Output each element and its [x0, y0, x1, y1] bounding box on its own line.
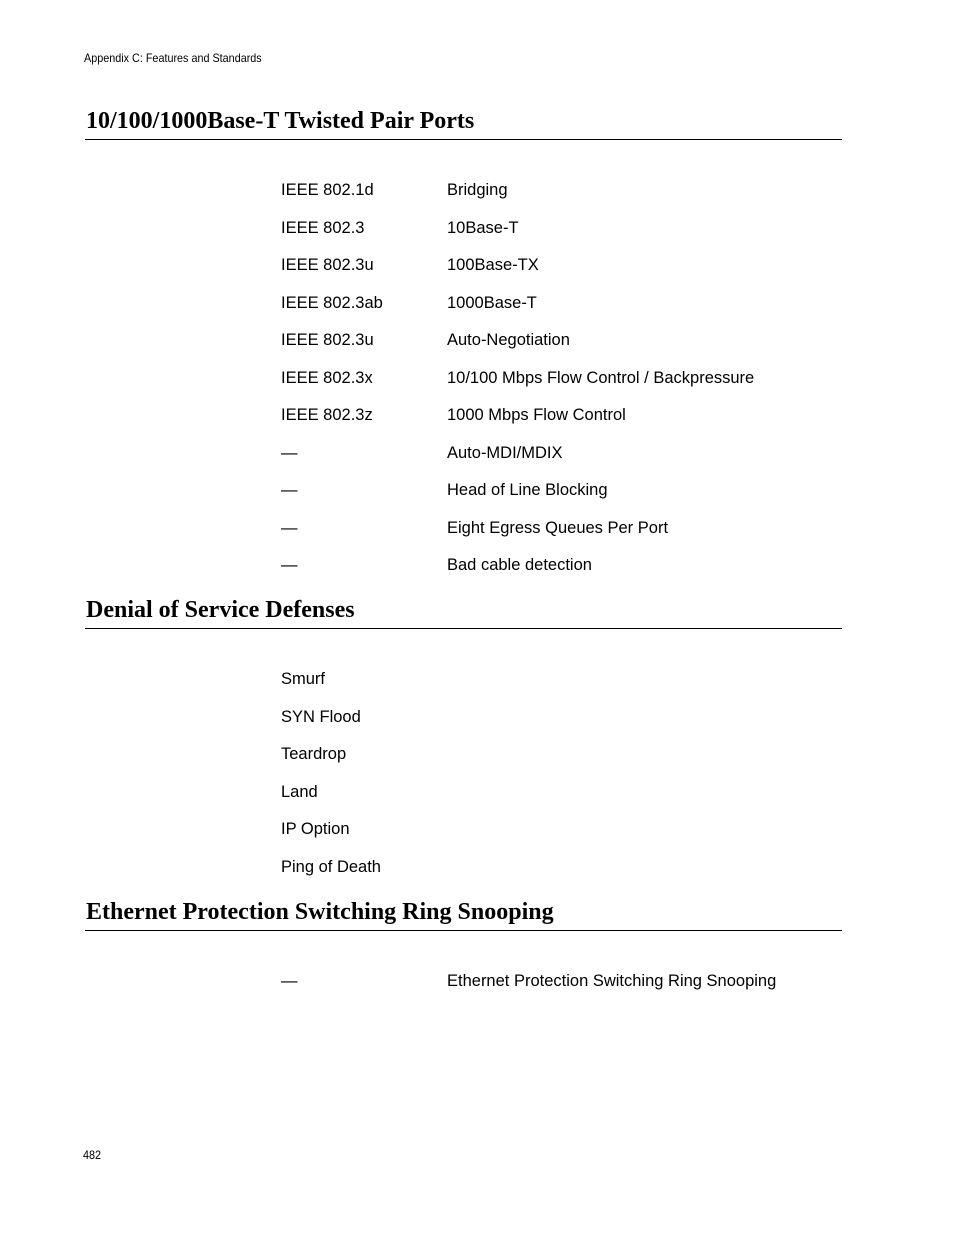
section-dos-defenses	[85, 595, 842, 876]
feature-name: Auto-MDI/MDIX	[447, 443, 563, 462]
defense-name: Smurf	[281, 670, 326, 688]
feature-name: 10Base-T	[447, 218, 519, 237]
list-item	[281, 819, 841, 857]
defense-list	[281, 669, 841, 894]
feature-name: 1000Base-T	[447, 293, 537, 312]
standard-row	[281, 218, 841, 256]
defense-name: Land	[281, 782, 318, 801]
feature-name: Bridging	[447, 181, 508, 199]
feature-name: Head of Line Blocking	[447, 481, 608, 499]
standard-id: —	[281, 556, 298, 574]
list-item	[281, 707, 841, 745]
section-epsr-snooping	[85, 897, 842, 990]
list-item	[281, 857, 841, 895]
feature-name: Eight Egress Queues Per Port	[447, 518, 669, 537]
standard-row	[281, 180, 841, 218]
defense-name: IP Option	[281, 820, 350, 838]
standard-row	[281, 293, 841, 331]
standard-id: IEEE 802.3u	[281, 256, 374, 274]
feature-name: Bad cable detection	[447, 556, 592, 574]
standard-id: —	[281, 481, 298, 499]
standard-row	[281, 405, 841, 443]
standard-id: IEEE 802.3x	[281, 368, 373, 387]
section-twisted-pair	[85, 106, 842, 574]
page-number: 482	[83, 1148, 102, 1162]
defense-name: Ping of Death	[281, 857, 381, 876]
standard-row	[281, 518, 841, 556]
running-header: Appendix C: Features and Standards	[84, 51, 262, 65]
list-item	[281, 782, 841, 820]
defense-name: SYN Flood	[281, 707, 361, 726]
feature-name: Auto-Negotiation	[447, 331, 570, 349]
standard-row	[281, 971, 841, 1009]
standard-id: IEEE 802.3z	[281, 406, 373, 424]
feature-name: 1000 Mbps Flow Control	[447, 406, 626, 424]
standard-row	[281, 368, 841, 406]
standard-row	[281, 555, 841, 593]
standard-row	[281, 330, 841, 368]
standard-id: —	[281, 518, 298, 537]
section-title: 10/100/1000Base-T Twisted Pair Ports	[85, 106, 842, 140]
standards-list	[281, 971, 841, 1009]
standard-id: IEEE 802.3	[281, 218, 365, 237]
defense-name: Teardrop	[281, 745, 347, 763]
standard-row	[281, 443, 841, 481]
feature-name: Ethernet Protection Switching Ring Snooping	[447, 972, 777, 990]
list-item	[281, 744, 841, 782]
standard-id: —	[281, 443, 298, 462]
standard-id: IEEE 802.3u	[281, 331, 374, 349]
standards-list	[281, 180, 841, 593]
standard-row	[281, 480, 841, 518]
list-item	[281, 669, 841, 707]
standard-id: —	[281, 972, 298, 990]
standard-id: IEEE 802.1d	[281, 181, 374, 199]
section-title: Ethernet Protection Switching Ring Snooping	[85, 897, 842, 931]
feature-name: 100Base-TX	[447, 256, 539, 274]
standard-row	[281, 255, 841, 293]
section-title: Denial of Service Defenses	[85, 595, 842, 629]
standard-id: IEEE 802.3ab	[281, 293, 383, 312]
feature-name: 10/100 Mbps Flow Control / Backpressure	[447, 368, 755, 387]
